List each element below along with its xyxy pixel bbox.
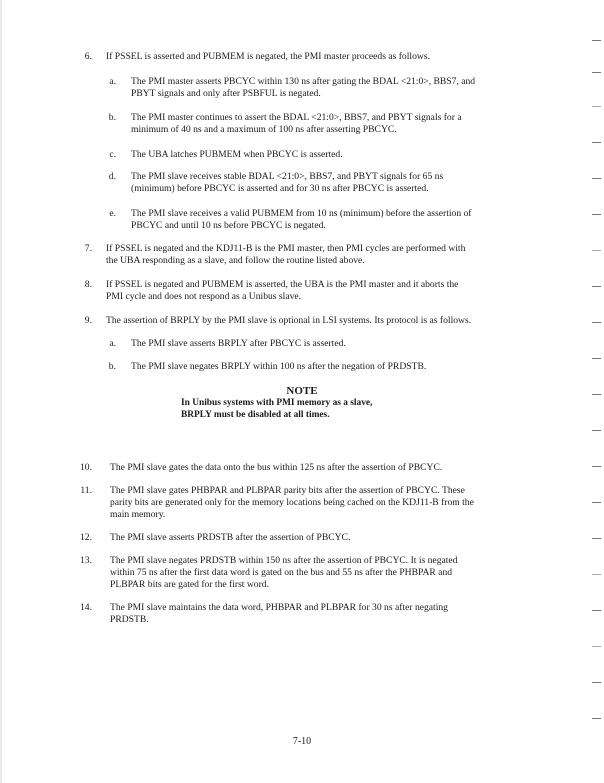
item-line: PLBPAR bits are gated for the first word. bbox=[110, 579, 269, 591]
item-line: The assertion of BRPLY by the PMI slave is optional in LSI systems. Its protocol is as follows. bbox=[106, 315, 472, 326]
item-line: The PMI slave asserts BRPLY after PBCYC is asserted. bbox=[131, 338, 346, 349]
margin-mark bbox=[592, 322, 601, 323]
margin-mark bbox=[592, 574, 601, 575]
margin-mark bbox=[592, 718, 601, 719]
item-line: (minimum) before PBCYC is asserted and for 30 ns after PBCYC is asserted. bbox=[131, 183, 429, 195]
item-line: If PSSEL is negated and PUBMEM is asserted, the UBA is the PMI master and it aborts the bbox=[106, 279, 459, 290]
margin-mark bbox=[592, 40, 601, 41]
margin-mark bbox=[592, 178, 601, 179]
margin-mark bbox=[592, 72, 601, 73]
item-line: The UBA latches PUBMEM when PBCYC is asserted. bbox=[131, 149, 343, 160]
item-number: c. bbox=[109, 149, 116, 160]
note-line: In Unibus systems with PMI memory as a slave, bbox=[181, 398, 373, 408]
item-line: The PMI slave gates the data onto the bus within 125 ns after the assertion of PBCYC. bbox=[110, 462, 443, 473]
item-number: 8. bbox=[84, 279, 92, 290]
margin-mark bbox=[592, 214, 601, 215]
item-number: 9. bbox=[84, 315, 92, 326]
margin-mark bbox=[592, 358, 601, 359]
margin-mark bbox=[592, 538, 601, 539]
item-line: PBYT signals and only after PSBFUL is negated. bbox=[131, 88, 321, 100]
margin-mark bbox=[592, 646, 601, 647]
margin-mark bbox=[592, 394, 601, 395]
margin-mark bbox=[592, 142, 601, 143]
note-title: NOTE bbox=[286, 385, 318, 397]
margin-mark bbox=[592, 466, 601, 467]
margin-mark bbox=[592, 502, 601, 503]
item-number: 13. bbox=[80, 555, 92, 566]
item-line: PMI cycle and does not respond as a Unibus slave. bbox=[106, 291, 302, 303]
page-number: 7-10 bbox=[292, 736, 312, 747]
margin-mark bbox=[592, 682, 601, 683]
item-number: b. bbox=[108, 112, 116, 123]
item-line: The PMI slave asserts PRDSTB after the assertion of PBCYC. bbox=[110, 532, 351, 543]
item-line: minimum of 40 ns and a maximum of 100 ns after asserting PBCYC. bbox=[131, 124, 397, 136]
item-line: The PMI master asserts PBCYC within 130 ns after gating the BDAL <21:0>, BBS7, and bbox=[131, 76, 476, 87]
item-line: The PMI slave maintains the data word, PHBPAR and PLBPAR for 30 ns after negating bbox=[110, 602, 448, 613]
item-number: 10. bbox=[80, 462, 92, 473]
item-line: PRDSTB. bbox=[110, 614, 149, 626]
item-line: within 75 ns after the first data word is gated on the bus and 55 ns after the PHBPAR and bbox=[110, 567, 453, 579]
margin-mark bbox=[592, 430, 601, 431]
item-line: The PMI slave receives a valid PUBMEM from 10 ns (minimum) before the assertion of bbox=[131, 208, 472, 219]
item-line: parity bits are generated only for the memory locations being cached on the KDJ11-B from the bbox=[110, 497, 474, 509]
item-number: e. bbox=[109, 208, 116, 219]
item-number: a. bbox=[109, 76, 116, 87]
item-line: The PMI slave negates PRDSTB within 150 ns after the assertion of PBCYC. It is negated bbox=[110, 555, 458, 566]
item-number: 7. bbox=[84, 243, 92, 254]
item-line: PBCYC and until 10 ns before PBCYC is negated. bbox=[131, 220, 326, 232]
scan-edge bbox=[0, 0, 2, 783]
margin-mark bbox=[592, 610, 601, 611]
margin-mark bbox=[592, 106, 601, 107]
margin-mark bbox=[592, 250, 601, 251]
item-number: 12. bbox=[80, 532, 92, 543]
item-line: If PSSEL is negated and the KDJ11-B is the PMI master, then PMI cycles are performed with bbox=[106, 243, 466, 254]
item-line: main memory. bbox=[110, 509, 166, 521]
item-line: The PMI slave receives stable BDAL <21:0>, BBS7, and PBYT signals for 65 ns bbox=[131, 171, 444, 182]
item-line: The PMI master continues to assert the BDAL <21:0>, BBS7, and PBYT signals for a bbox=[131, 112, 462, 123]
item-number: b. bbox=[108, 361, 116, 372]
item-number: 11. bbox=[80, 485, 92, 496]
item-line: If PSSEL is asserted and PUBMEM is negated, the PMI master proceeds as follows. bbox=[106, 51, 430, 62]
note-line: BRPLY must be disabled at all times. bbox=[181, 410, 330, 420]
item-number: 14. bbox=[80, 602, 92, 613]
item-line: The PMI slave gates PHBPAR and PLBPAR parity bits after the assertion of PBCYC. These bbox=[110, 485, 465, 496]
item-number: 6. bbox=[84, 51, 92, 62]
item-line: the UBA responding as a slave, and follow the routine listed above. bbox=[106, 255, 365, 267]
item-line: The PMI slave negates BRPLY within 100 ns after the negation of PRDSTB. bbox=[131, 361, 427, 372]
margin-mark bbox=[592, 286, 601, 287]
item-number: a. bbox=[109, 338, 116, 349]
item-number: d. bbox=[108, 171, 116, 182]
